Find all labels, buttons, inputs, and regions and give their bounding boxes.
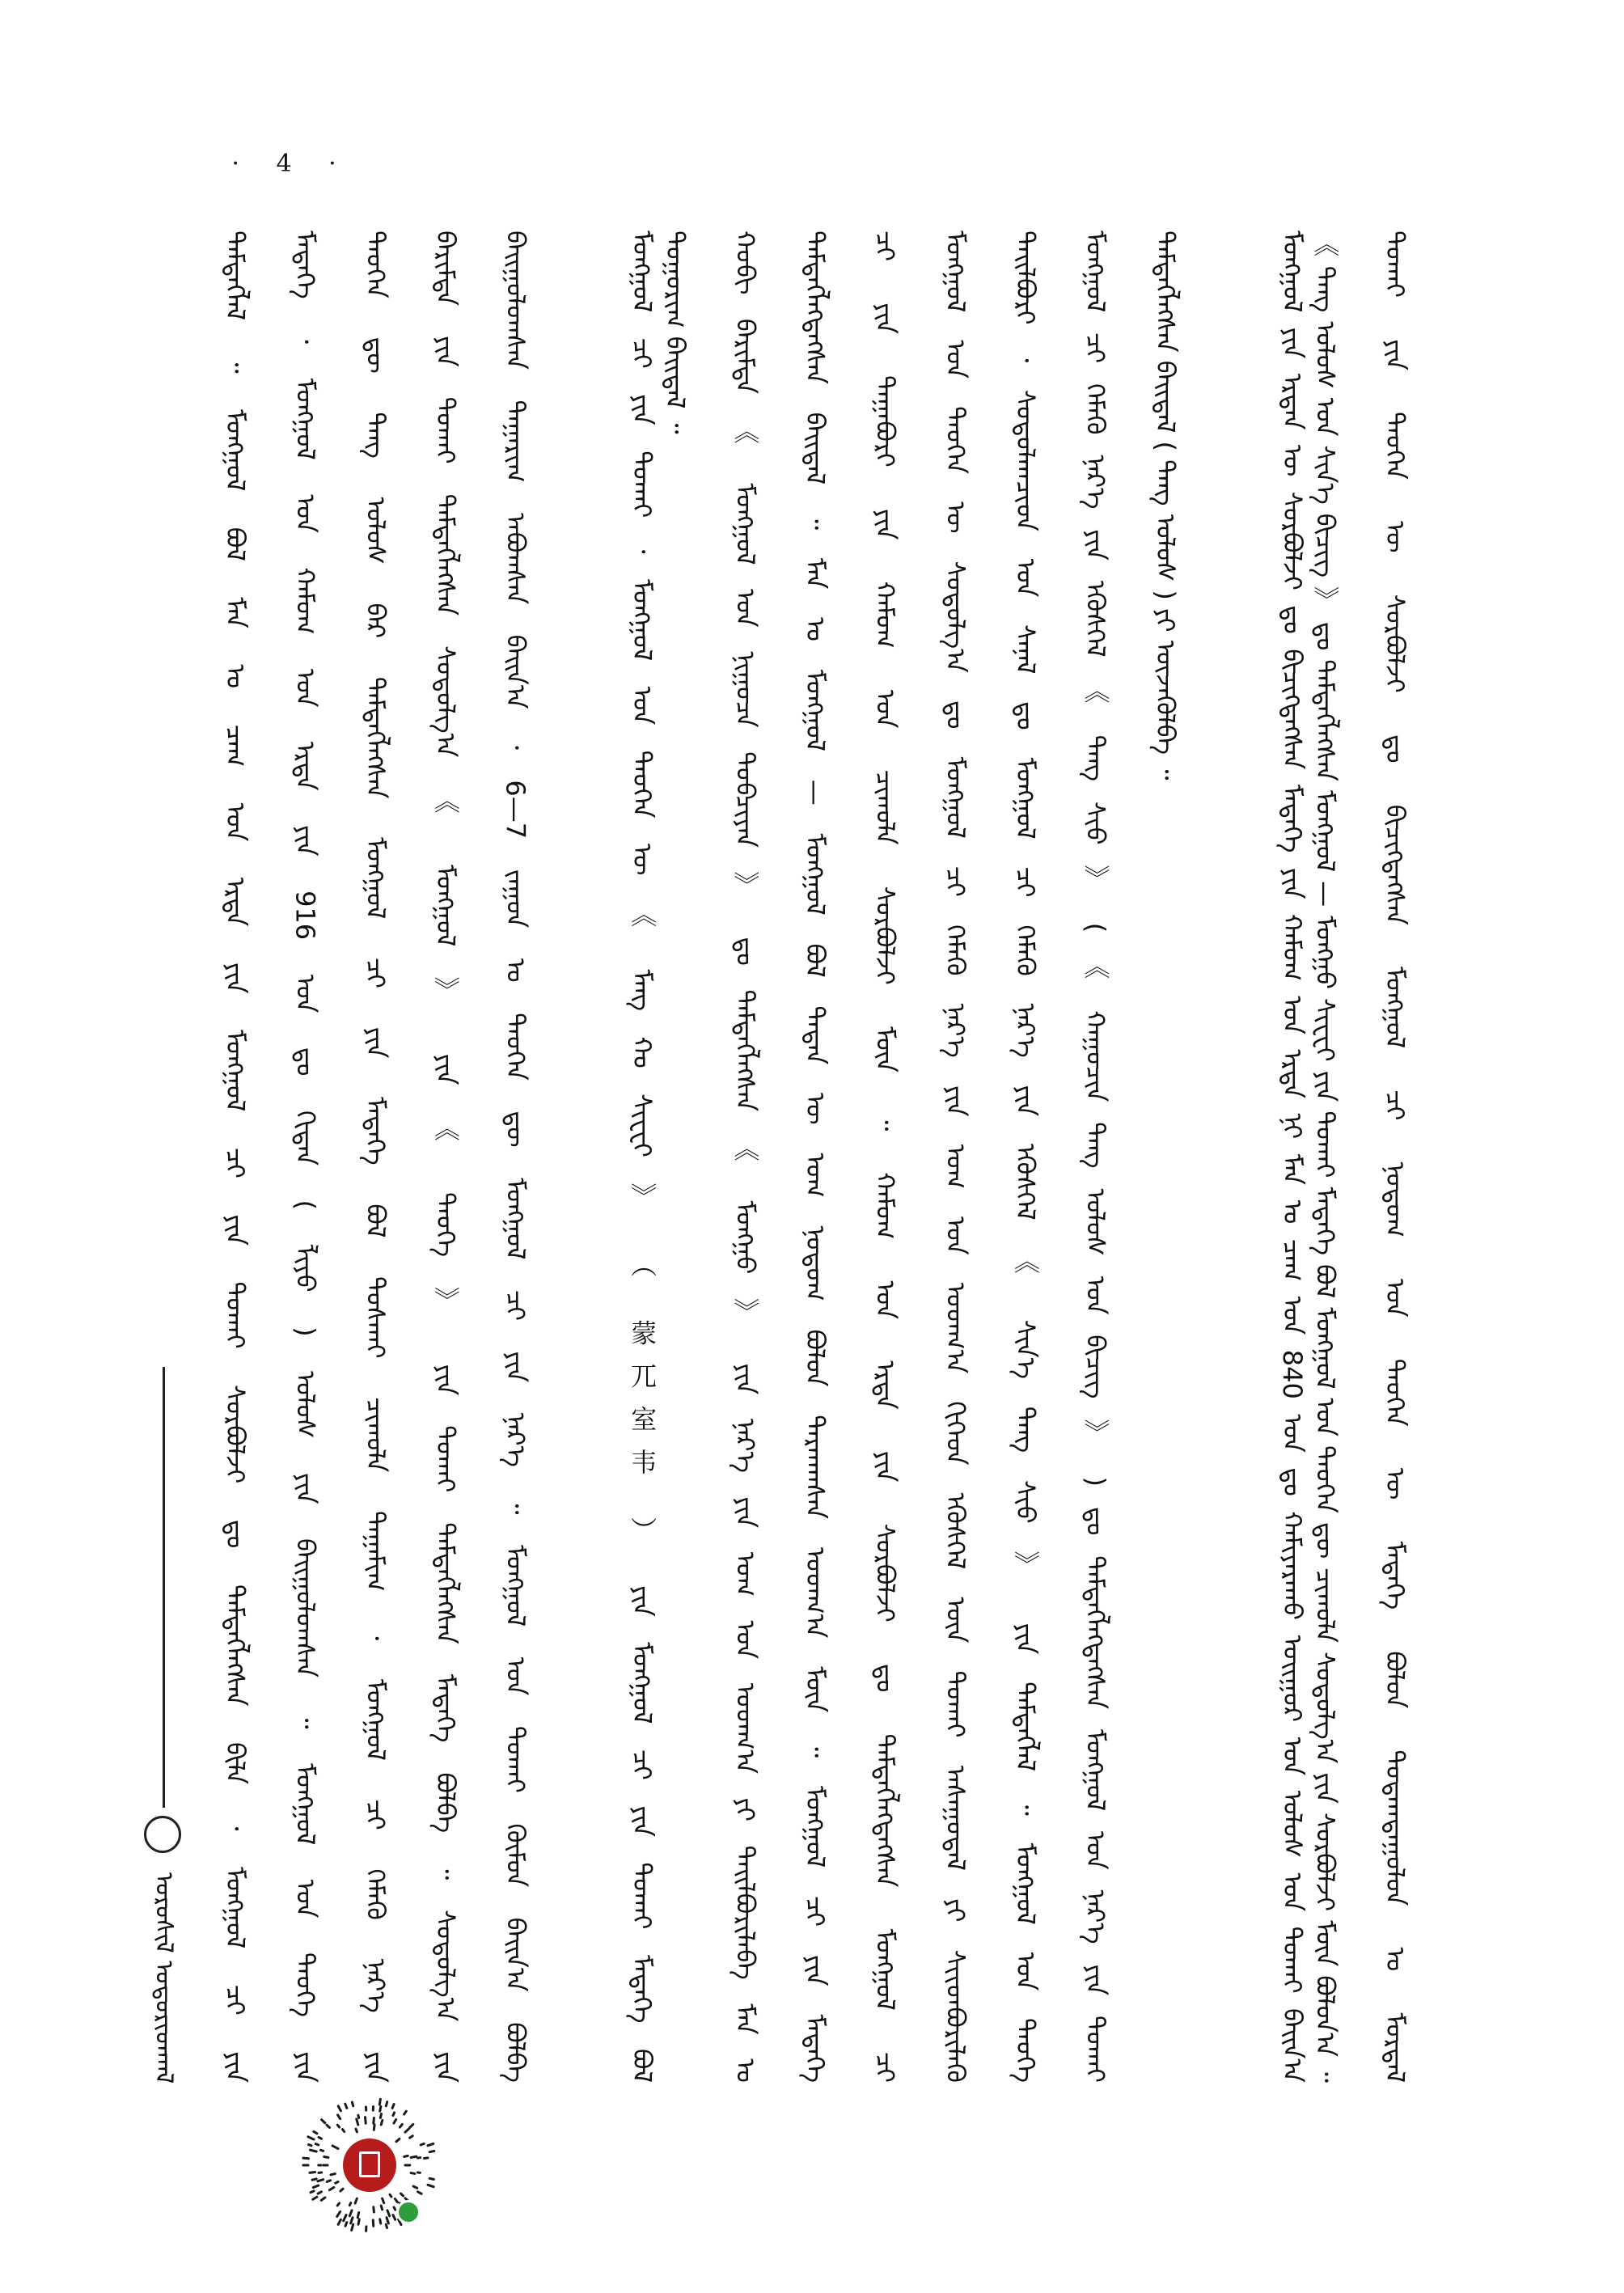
running-head-title: ᠣᠷᠣᠰᠢᠯ ᠤᠳᠤᠷᠢᠳᠬᠠᠯ: [150, 1872, 178, 2084]
text-column: ᠮᠣᠩᠭᠣᠯ ᠶᠢᠨ ᠡᠷᠲᠡᠨ ᠦ ᠰᠤᠷᠪᠤᠯᠵᠢ ᠳᠤ ᠪᠢᠴᠢᠭᠳᠡᠭᠰᠡᠨ ᠮᠡᠳᠡᠭᠡ ᠶᠢᠨ ᠬᠠᠮᠤᠭ ᠤᠨ ᠡᠷᠲᠡ ᠨᠢ ᠮᠠᠨ ᠤ ᠴᠠᠭ ᠤᠨ 840 ᠣᠨ ᠳᠤ ᠬᠠᠮᠢᠶᠠᠷᠠᠬᠤ ᠤᠢᠭᠤᠷ ᠤᠨ ᠤᠯᠤᠰ ᠤᠨ ᠲᠤᠬᠠᠢ ᠪᠠᠢᠨ᠎ᠠ: [1276, 231, 1308, 2083]
body-text: [218, 231, 1415, 2083]
text-column: ᠬᠤᠪᠢ ᠪᠠᠷᠢᠮᠲᠠ 《 ᠮᠣᠩᠭᠣᠯ ᠤᠨ ᠨᠢᠭᠤᠴᠠ ᠲᠤᠪᠴᠢᠶᠠᠨ 》 ᠳᠤ ᠲᠡᠮᠳᠡᠭᠯᠡᠭᠰᠡᠨ 《 ᠮᠤᠩᠭᠤ 》 ᠶᠢᠨ ᠨᠡᠷ᠎ᠡ ᠶᠢᠨ ᠤᠭ ᠤᠨ ᠤᠳᠬ᠎ᠠ ᠶᠢ ᠲᠠᠢᠯᠪᠤᠷᠢᠯᠠᠪᠠ ᠮᠠᠨ ᠤ: [730, 231, 761, 2083]
wechat-mini-program-icon: [396, 2200, 421, 2224]
text-column: ᠮᠣᠩᠭᠣᠯ ᠤᠨ ᠲᠡᠦᠬᠡᠨ ᠦ ᠰᠤᠳᠤᠯᠭ᠎ᠠ ᠳᠤ ᠮᠣᠩᠭᠣᠯ ᠴᠢ ᠬᠡᠮᠡᠬᠦ ᠨᠡᠷ᠎ᠡ ᠶᠢᠨ ᠤᠭ ᠤᠨ ᠤᠳᠬ᠎ᠠ ᠬᠢᠭᠡᠳ ᠡᠭᠦᠰᠬᠡᠯ ᠦᠨ ᠲᠤᠬᠠᠢ ᠠᠰᠠᠭᠤᠳᠠᠯ ᠶᠢ ᠰᠢᠢᠳᠪᠦᠷᠢᠯᠡᠬᠦ: [940, 231, 971, 2083]
text-column: ᠲᠡᠮᠳᠡᠭᠯᠡᠯ ᠃ ᠮᠣᠩᠭᠣᠯ ᠪᠣᠯ ᠮᠠᠨ ᠤ ᠴᠠᠭ ᠤᠨ ᠡᠷᠲᠡ ᠶᠢᠨ ᠮᠣᠩᠭᠣᠯ ᠴᠢ ᠶᠢᠨ ᠲᠤᠬᠠᠢ ᠰᠤᠷᠪᠤᠯᠵᠢ ᠳᠤ ᠲᠡᠮᠳᠡᠭᠯᠡᠭᠰᠡᠨ ᠪᠢᠯᠡ ᠂ ᠮᠣᠩᠭᠣᠯ ᠴᠢ ᠶᠢᠨ: [220, 231, 251, 2083]
text-column: ᠲᠡᠦᠬᠡᠨ ᠳᠦ ᠲᠠᠩ ᠤᠯᠤᠰ ᠪᠠᠷ ᠲᠡᠮᠳᠡᠭᠯᠡᠭᠰᠡᠨ ᠮᠣᠩᠭᠣᠯ ᠴᠢ ᠶᠢᠨ ᠮᠡᠳᠡᠭᠡ ᠪᠣᠯ ᠲᠤᠰᠬᠠᠢ ᠴᠢᠬᠤᠯᠠ ᠳᠠᠭᠠᠮᠢᠭ ᠂ ᠮᠣᠩᠭᠣᠯ ᠴᠢ ᠬᠡᠮᠡᠬᠦ ᠨᠡᠷ᠎ᠡ ᠶᠢᠨ: [360, 231, 391, 2083]
text-column: ᠪᠠᠢᠭᠤᠯᠤᠭᠰᠠᠨ ᠳᠠᠭᠠᠷᠢᠭ ᠠᠪᠤᠭᠰᠠᠨ ᠪᠠᠢᠨ᠎ᠠ ᠂ 6—7 ᠵᠠᠭᠤᠨ ᠤ ᠲᠡᠦᠬᠡᠨ ᠳᠦ ᠮᠣᠩᠭᠣᠯ ᠴᠢ ᠶᠢᠨ ᠨᠡᠷ᠎ᠡ ᠃ ᠮᠣᠩᠭᠣᠯ ᠤᠨ ᠲᠤᠬᠠᠢ ᠬᠦᠮᠦᠨ ᠪᠠᠢᠨ᠎ᠠ ᠪᠣᠯᠪᠠ: [500, 231, 531, 2083]
text-column: ᠲᠤᠭᠤᠷᠢᠭ ᠪᠠᠢᠳᠠᠯ ᠃: [659, 231, 691, 434]
text-column: ᠲᠡᠮᠳᠡᠭᠯᠡᠭᠳᠡᠭᠰᠡᠨ ᠪᠠᠢᠳᠠᠯ ᠃ ᠮᠠᠨ ᠤ ᠮᠣᠩᠭᠣᠯ — ᠮᠣᠩᠭᠣᠯ ᠪᠣᠯ ᠲᠡᠳᠡᠨ ᠦ ᠤᠭ ᠨᠤᠲᠤᠭ ᠪᠣᠯᠤᠨ ᠲᠠᠷᠬᠠᠭᠰᠠᠨ ᠤᠳᠬ᠎ᠠ ᠮᠥᠨ ᠃ ᠮᠣᠩᠭᠣᠯ ᠴᠢ ᠶᠢᠨ ᠮᠡᠳᠡᠭᠡ: [800, 231, 831, 2083]
text-column: ᠮᠣᠩᠭᠣᠯ ᠴᠢ ᠬᠡᠮᠡᠬᠦ ᠨᠡᠷ᠎ᠡ ᠶᠢᠨ ᠡᠭᠦᠰᠬᠡᠯ 《 ᠲᠠᠩ ᠰᠢᠦ 》 ( 《 ᠬᠠᠭᠤᠴᠢᠨ ᠲᠠᠩ ᠤᠯᠤᠰ ᠤᠨ ᠪᠢᠴᠢᠭ 》 ) ᠳᠤ ᠲᠡᠮᠳᠡᠭᠯᠡᠭᠳᠡᠭᠰᠡᠨ ᠮᠣᠩᠭᠣᠯ ᠤᠨ ᠨᠡᠷ᠎ᠡ ᠶᠢᠨ ᠲᠤᠬᠠᠢ: [1080, 231, 1111, 2083]
running-head-rule: [163, 1367, 165, 1808]
book-icon: [359, 2151, 380, 2177]
text-column: ᠮᠡᠳᠡᠭᠡ ᠂ ᠮᠣᠩᠭᠣᠯ ᠤᠨ ᠬᠠᠮᠤᠭ ᠤᠨ ᠡᠷᠲᠡ ᠶᠢᠨ 916 ᠣᠨ ᠳᠤ ᠬᠢᠳᠠᠨ ( ᠯᠢᠶᠣ ) ᠤᠯᠤᠰ ᠶᠢᠨ ᠪᠠᠢᠭᠤᠯᠤᠭᠰᠠᠨ ᠃ ᠮᠣᠩᠭᠣᠯ ᠤᠨ ᠲᠡᠦᠬᠡ ᠶᠢᠨ: [290, 231, 321, 2083]
page-number: · 4 ·: [231, 150, 351, 178]
text-column: ᠲᠡᠮᠳᠡᠭᠯᠡᠭᠰᠡᠨ ᠪᠠᠢᠳᠠᠯ ( ᠲᠠᠩ ᠤᠯᠤᠰ ) ᠶᠢ ᠦᠵᠡᠭᠦᠯᠪᠡ ᠃: [1150, 231, 1182, 781]
text-column: 《 ᠲᠠᠩ ᠤᠯᠤᠰ ᠤᠨ ᠰᠢᠨ᠎ᠡ ᠪᠢᠴᠢᠭ 》 ᠳᠤ ᠲᠡᠮᠳᠡᠭᠯᠡᠭᠰᠡᠨ ᠮᠣᠩᠭᠣᠯ — ᠮᠤᠩᠭᠤ ᠰᠢᠸᠧᠢ ᠶᠢᠨ ᠲᠤᠬᠠᠢ ᠮᠡᠳᠡᠭᠡ ᠪᠣᠯ ᠮᠣᠩᠭᠣᠯ ᠤᠨ ᠲᠡᠦᠬᠡᠨ ᠳᠦ ᠴᠢᠬᠤᠯᠠ ᠰᠤᠳᠤᠯᠭ᠎ᠠ ᠶᠢᠨ ᠰᠤᠷᠪᠤᠯᠵᠢ ᠮᠥᠨ ᠪᠣᠯᠤᠨ᠎ᠠ ᠃: [1309, 231, 1341, 2083]
text-column: ᠮᠣᠩᠭᠣᠯ ᠴᠢ ᠶᠢᠨ ᠲᠤᠬᠠᠢ ᠂ ᠮᠣᠩᠭᠣᠯ ᠤᠨ ᠲᠡᠦᠬᠡᠨ ᠦ 《 ᠮᠠᠩ ᠬᠤ ᠰᠢᠸᠧᠢ 》 （ 蒙兀室韦 ） ᠶᠢᠨ ᠮᠣᠩᠭᠣᠯ ᠴᠢ ᠶᠢᠨ ᠲᠤᠬᠠᠢ ᠮᠡᠳᠡᠭᠡ ᠪᠣᠯ: [627, 231, 658, 2083]
text-column: ᠲᠠᠢᠯᠪᠤᠷᠢ ᠂ ᠰᠤᠳᠤᠯᠠᠭᠴᠢᠳ ᠤᠨ ᠰᠠᠨᠠᠯ ᠳᠤ ᠮᠣᠩᠭᠣᠯ ᠴᠢ ᠬᠡᠮᠡᠬᠦ ᠨᠡᠷ᠎ᠡ ᠶᠢᠨ ᠡᠭᠦᠰᠬᠡᠯ 《 ᠰᠢᠨ᠎ᠡ ᠲᠠᠩ ᠰᠢᠦ 》 ᠶᠢᠨ ᠲᠡᠮᠳᠡᠭᠯᠡᠯ ᠃ ᠮᠣᠩᠭᠣᠯ ᠤᠨ ᠲᠡᠦᠬᠡ: [1009, 231, 1041, 2083]
text-column: ᠪᠠᠷᠢᠮᠲᠠ ᠶᠢᠨ ᠲᠤᠬᠠᠢ ᠲᠡᠮᠳᠡᠭᠯᠡᠭᠰᠡᠨ ᠰᠤᠳᠤᠯᠭ᠎ᠠ 《 ᠮᠣᠩᠭᠣᠯ 》 ᠶᠢᠨ 《 ᠲᠡᠦᠬᠡ 》 ᠶᠢᠨ ᠲᠤᠬᠠᠢ ᠲᠡᠮᠳᠡᠭᠯᠡᠭᠰᠡᠨ ᠮᠡᠳᠡᠭᠡ ᠪᠣᠯᠪᠠ ᠃ ᠰᠤᠳᠤᠯᠭ᠎ᠠ ᠶᠢᠨ: [429, 231, 461, 2083]
qr-code-badge[interactable]: [301, 2096, 438, 2234]
running-head-circle-ornament: [144, 1816, 181, 1853]
text-column: ᠴᠢ ᠶᠢᠨ ᠳᠠᠭᠠᠪᠤᠷᠢ ᠶᠢᠨ ᠬᠠᠮᠤᠭ ᠤᠨ ᠴᠢᠬᠤᠯᠠ ᠰᠤᠷᠪᠤᠯᠵᠢ ᠮᠥᠨ ᠃ ᠬᠠᠮᠤᠭ ᠤᠨ ᠡᠷᠲᠡ ᠶᠢᠨ ᠰᠤᠷᠪᠤᠯᠵᠢ ᠳᠤ ᠲᠡᠮᠳᠡᠭᠯᠡᠭᠳᠡᠭᠰᠡᠨ ᠮᠣᠩᠭᠣᠯ ᠴᠢ: [869, 231, 901, 2083]
text-column: ᠲᠤᠬᠠᠢ ᠶᠢᠨ ᠲᠡᠦᠬᠡᠨ ᠦ ᠰᠤᠷᠪᠤᠯᠵᠢ ᠳᠤ ᠪᠢᠴᠢᠭᠳᠡᠭᠰᠡᠨ ᠮᠣᠩᠭᠣᠯ ᠴᠢ ᠨᠤᠲᠤᠭ ᠤᠨ ᠲᠡᠦᠬᠡᠨ ᠦ ᠮᠡᠳᠡᠭᠡ ᠪᠤᠯᠤᠨ ᠳᠤᠲᠠᠭᠳᠠᠭᠤᠯᠤᠨ ᠤ ᠮᠣᠷᠳᠠᠯ: [1380, 231, 1410, 2083]
